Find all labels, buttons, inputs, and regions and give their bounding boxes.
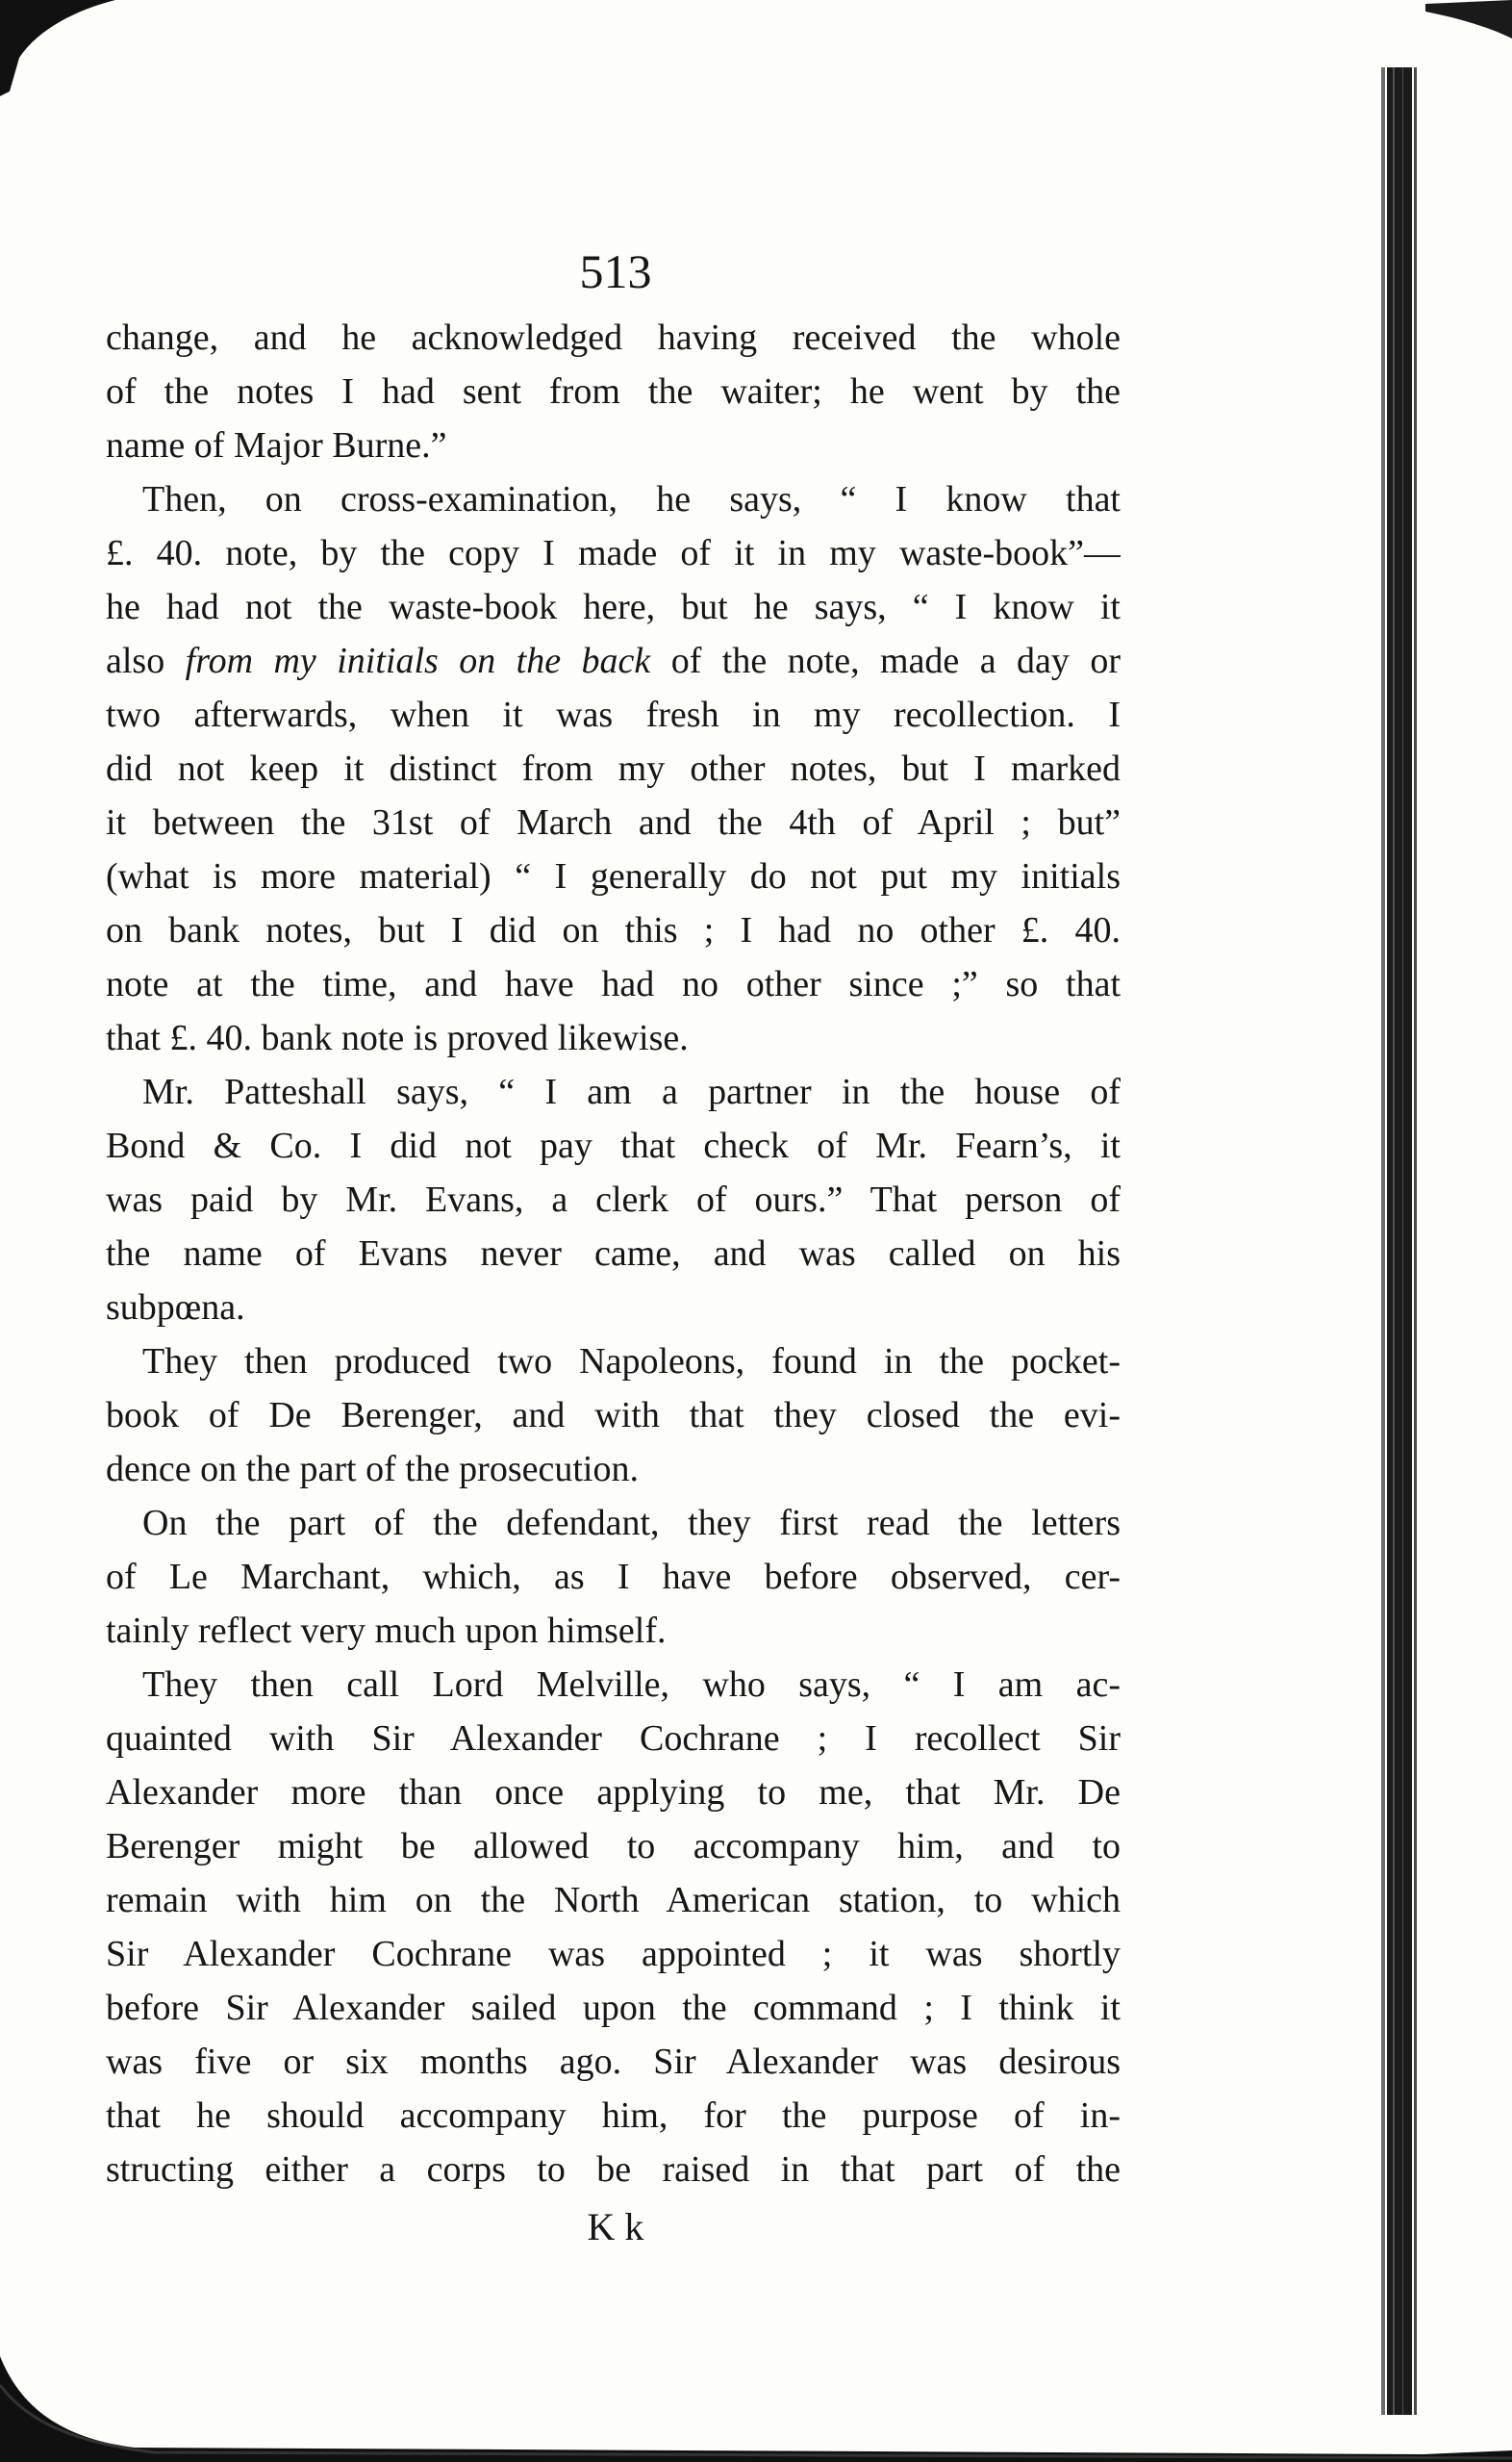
text-line: Mr. Patteshall says, “ I am a partner in the house of — [142, 1072, 1121, 1112]
text-span: of the note, made a day or — [650, 641, 1121, 681]
text-line: subpœna. — [106, 1287, 245, 1328]
text-line: he had not the waste-book here, but he says, “ I know it — [106, 587, 1121, 627]
text-line: note at the time, and have had no other since ;” so that — [106, 964, 1121, 1004]
text-line: name of Major Burne.” — [106, 425, 447, 466]
text-line: They then produced two Napoleons, found in the pocket- — [142, 1341, 1121, 1382]
text-line: that he should accompany him, for the purpose of in- — [106, 2095, 1121, 2136]
text-line: Alexander more than once applying to me, that Mr. De — [106, 1772, 1121, 1813]
text-span: also — [106, 641, 186, 681]
italic-text-span: from my initials on the back — [185, 641, 651, 681]
text-line: the name of Evans never came, and was called on his — [106, 1233, 1121, 1274]
page-bottom-edge-shadow — [0, 2347, 1512, 2462]
text-line: They then call Lord Melville, who says, “ I am ac- — [142, 1664, 1121, 1705]
text-line: change, and he acknowledged having received the whole — [106, 317, 1121, 358]
text-line: of the notes I had sent from the waiter; he went by the — [106, 371, 1121, 412]
page-corner-shadow-top-left — [0, 0, 115, 106]
book-spine-gutter — [1379, 67, 1420, 2415]
text-line — [106, 634, 1121, 688]
text-line: Sir Alexander Cochrane was appointed ; it was shortly — [106, 1934, 1121, 1974]
page-number: 513 — [579, 244, 652, 298]
text-line: £. 40. note, by the copy I made of it in my waste-book”— — [106, 533, 1121, 573]
text-line: Bond & Co. I did not pay that check of Mr. Fearn’s, it — [106, 1126, 1121, 1166]
text-line: on bank notes, but I did on this ; I had no other £. 40. — [106, 910, 1121, 951]
text-line: structing either a corps to be raised in that part of the — [106, 2149, 1121, 2190]
text-line: two afterwards, when it was fresh in my recollection. I — [106, 695, 1121, 735]
text-line: book of De Berenger, and with that they closed the evi- — [106, 1395, 1121, 1435]
text-line: (what is more material) “ I generally do not put my initials — [106, 856, 1121, 897]
text-line: before Sir Alexander sailed upon the command ; I think it — [106, 1988, 1121, 2028]
text-line: tainly reflect very much upon himself. — [106, 1611, 667, 1651]
text-line: of Le Marchant, which, as I have before observed, cer- — [106, 1557, 1121, 1597]
text-line: that £. 40. bank note is proved likewise. — [106, 1018, 689, 1058]
signature-mark: K k — [587, 2205, 644, 2248]
text-line: was paid by Mr. Evans, a clerk of ours.” That person of — [106, 1180, 1121, 1220]
text-line: quainted with Sir Alexander Cochrane ; I recollect Sir — [106, 1718, 1121, 1759]
text-line: On the part of the defendant, they first read the letters — [142, 1503, 1121, 1543]
text-line: was five or six months ago. Sir Alexander was desirous — [106, 2042, 1121, 2082]
text-line: did not keep it distinct from my other notes, but I marked — [106, 749, 1121, 789]
text-line: it between the 31st of March and the 4th of April ; but” — [106, 802, 1121, 843]
text-line: Berenger might be allowed to accompany him, and to — [106, 1826, 1121, 1866]
text-line: remain with him on the North American station, to which — [106, 1880, 1121, 1920]
page-corner-shadow-top-right — [1425, 0, 1512, 48]
text-line: dence on the part of the prosecution. — [106, 1449, 639, 1489]
text-line: Then, on cross-examination, he says, “ I know that — [142, 479, 1121, 520]
body-text — [106, 311, 1121, 2196]
